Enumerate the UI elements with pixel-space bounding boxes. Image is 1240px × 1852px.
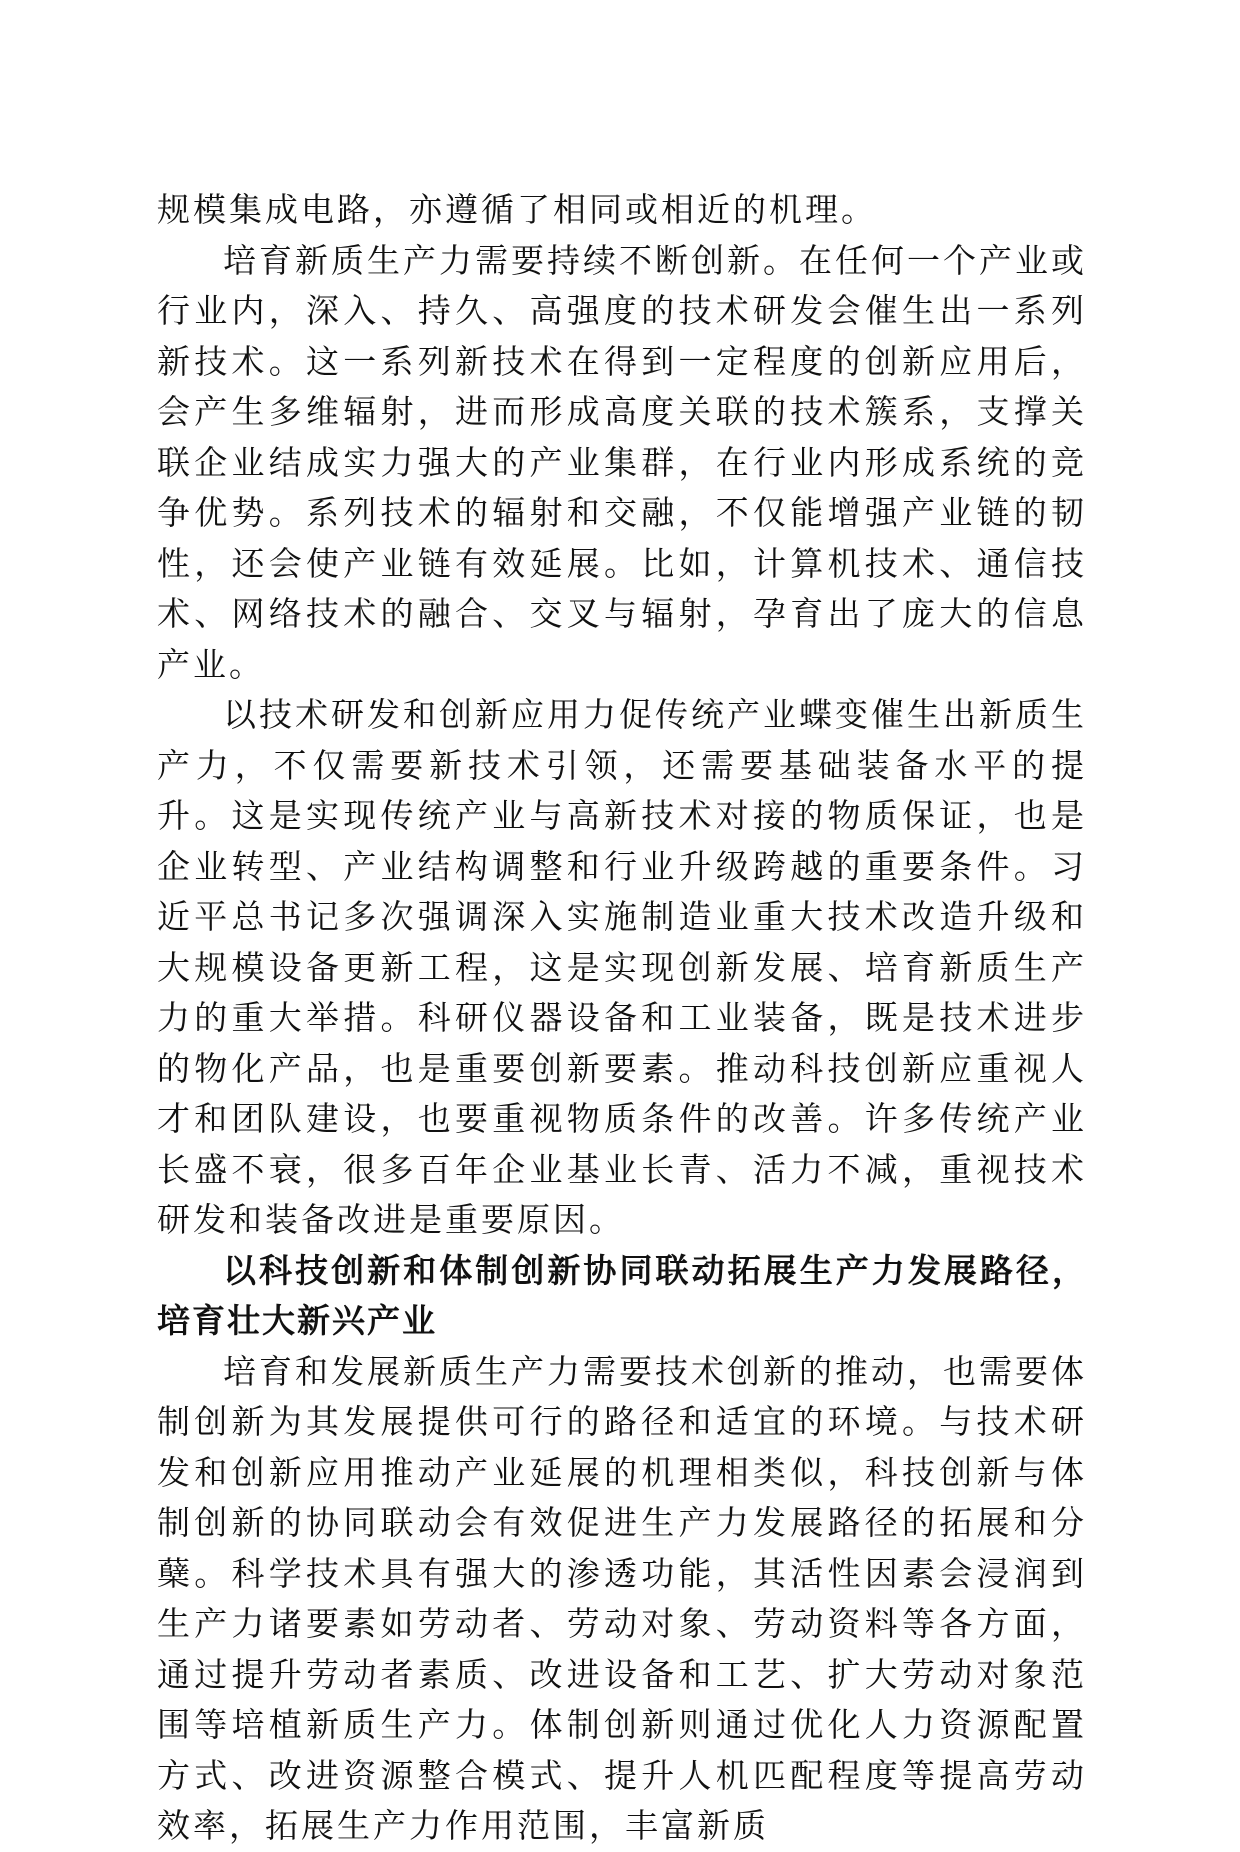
paragraph-innovation: 培育新质生产力需要持续不断创新。在任何一个产业或行业内，深入、持久、高强度的技术研发会催生出一系列新技术。这一系列新技术在得到一定程度的创新应用后，会产生多维辐射，进而形成高度关联的技术簇系，支撑关联企业结成实力强大的产业集群，在行业内形成系统的竞争优势。系列技术的辐射和交融，不仅能增强产业链的韧性，还会使产业链有效延展。比如，计算机技术、通信技术、网络技术的融合、交叉与辐射，孕育出了庞大的信息产业。	[157, 240, 1087, 684]
document-page	[157, 185, 1087, 1852]
paragraph-continuation: 规模集成电路，亦遵循了相同或相近的机理。	[157, 190, 877, 229]
section-heading: 以科技创新和体制创新协同联动拓展生产力发展路径，培育壮大新兴产业	[157, 1250, 1087, 1340]
paragraph-institutional-innovation: 培育和发展新质生产力需要技术创新的推动，也需要体制创新为其发展提供可行的路径和适宜的环境。与技术研发和创新应用推动产业延展的机理相类似，科技创新与体制创新的协同联动会有效促进生产力发展路径的拓展和分蘖。科学技术具有强大的渗透功能，其活性因素会浸润到生产力诸要素如劳动者、劳动对象、劳动资料等各方面，通过提升劳动者素质、改进设备和工艺、扩大劳动对象范围等培植新质生产力。体制创新则通过优化人力资源配置方式、改进资源整合模式、提升人机匹配程度等提高劳动效率，拓展生产力作用范围，丰富新质	[157, 1351, 1087, 1845]
paragraph-equipment: 以技术研发和创新应用力促传统产业蝶变催生出新质生产力，不仅需要新技术引领，还需要基础装备水平的提升。这是实现传统产业与高新技术对接的物质保证，也是企业转型、产业结构调整和行业升级跨越的重要条件。习近平总书记多次强调深入实施制造业重大技术改造升级和大规模设备更新工程，这是实现创新发展、培育新质生产力的重大举措。科研仪器设备和工业装备，既是技术进步的物化产品，也是重要创新要素。推动科技创新应重视人才和团队建设，也要重视物质条件的改善。许多传统产业长盛不衰，很多百年企业基业长青、活力不减，重视技术研发和装备改进是重要原因。	[157, 695, 1087, 1239]
